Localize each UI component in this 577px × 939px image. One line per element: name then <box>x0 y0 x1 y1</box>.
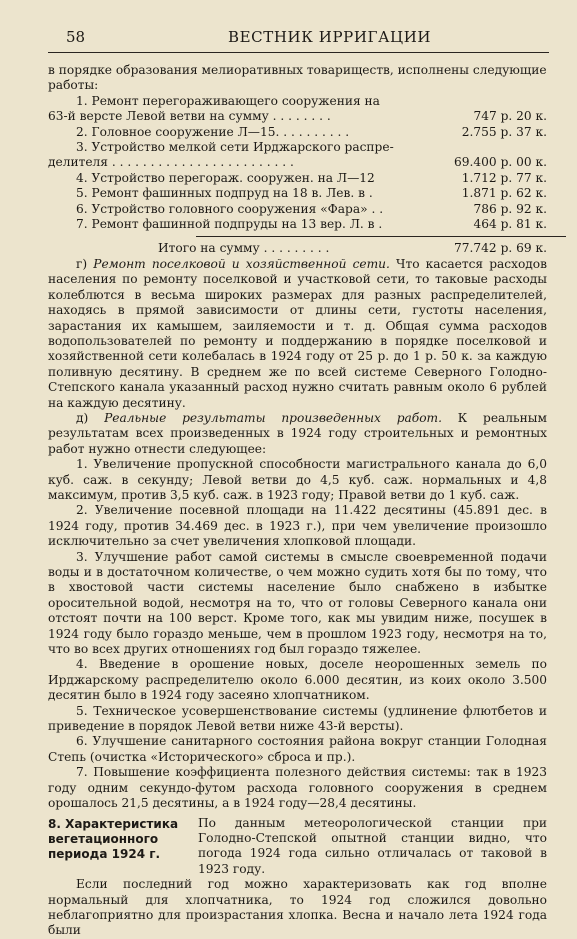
work-amount: 2.755 р. 37 к. <box>461 124 547 139</box>
work-row <box>48 109 547 124</box>
work-amount: 1.712 р. 77 к. <box>461 170 547 185</box>
section-g-text: Что касается расходов населения по ремонту поселковой и участковой сети, то таковые расходы колеблются в весьма широких размерах для разных распределителей, находясь в прямой зависимости от длины сети, густоты населения, зарастания их камышем, заиляемости и т. д. Общая сумма расходов водопользователей по ремонту и поддержанию в порядке поселковой и хозяйственной сети колебалась в 1924 году от 25 р. до 1 р. 50 к. за каждую поливную десятину. В среднем же по всей системе Северного Голодно-Степского канала указанный расход нужно считать равным около 6 рублей на каждую десятину. <box>48 256 548 410</box>
work-row <box>48 155 547 170</box>
page-header <box>66 28 547 48</box>
result-item: 3. Улучшение работ самой системы в смысле своевременной подачи воды и в достаточном количестве, о чем можно судить хотя бы по тому, что в хвостовой части системы население было снабжено в избытке оросительной водой, несмотря на то, что от головы Северного канала они отстоят почти на 100 верст. Кроме того, как мы увидим ниже, посушек в 1924 году было гораздо меньше, чем в прошлом 1923 году, несмотря на то, что во всех других отношениях год был гораздо тяжелее. <box>48 549 547 657</box>
work-amount: 464 р. 81 к. <box>473 217 547 232</box>
work-label: 63-й версте Левой ветви на сумму . . . . . . . . <box>48 109 331 124</box>
work-row <box>48 217 547 232</box>
work-row <box>48 186 547 201</box>
section-d-title: Реальные результаты произведенных работ. <box>104 410 442 425</box>
sum-rule <box>196 236 566 237</box>
intro-line: в порядке образования мелиоративных товариществ, исполнены следующие <box>48 63 547 77</box>
works-list <box>48 94 547 233</box>
work-row <box>48 125 547 140</box>
section-8-text <box>198 816 547 878</box>
work-row <box>48 171 547 186</box>
work-label: 5. Ремонт фашинных подпруд на 18 в. Лев. в . <box>76 186 373 201</box>
work-label: 6. Устройство головного сооружения «Фара» . . <box>76 201 384 216</box>
section-g-prefix: г) <box>76 256 94 271</box>
work-label: 7. Ремонт фашинной подпруды на 13 вер. Л. в . <box>76 217 383 232</box>
section-8-para-2: Если последний год можно характеризовать как год вполне нормальный для хлопчатника, то 1924 год сложился довольно неблагоприятно для произрастания хлопка. Весна и начало лета 1924 года были <box>48 877 547 938</box>
work-amount: 786 р. 92 к. <box>473 201 547 216</box>
work-line: 1. Ремонт перегораживающего сооружения на <box>76 93 380 108</box>
header-rule <box>48 52 549 53</box>
work-label: 2. Головное сооружение Л—15. . . . . . . . . . <box>76 124 350 139</box>
section-8 <box>48 816 547 878</box>
result-item: 1. Увеличение пропускной способности магистрального канала до 6,0 куб. саж. в секунду; Левой ветви до 4,5 куб. саж. нормальных и 4,8 максимум, против 3,5 куб. саж. в 1923 году; Правой ветви до 1 куб. саж. <box>48 457 547 502</box>
result-item: 7. Повышение коэффициента полезного действия системы: так в 1923 году одним секундо-футом расхода головного сооружения в среднем орошалось 21,5 десятины, а в 1924 году—28,4 десятины. <box>48 765 547 811</box>
section-d-prefix: д) <box>76 410 105 425</box>
result-item: 5. Техническое усовершенствование системы (удлинение флютбетов и приведение в порядок Левой ветви ниже 43-й версты). <box>48 703 547 734</box>
total-label: Итого на сумму . . . . . . . . . <box>158 241 330 256</box>
section-g <box>48 257 547 411</box>
section-8-heading: 8. Характеристика вегетационного периода 1924 г. <box>48 816 179 861</box>
total-row <box>48 241 547 256</box>
section-d-text: К реальным результатам всех произведенных в 1924 году строительных и ремонтных работ нужно отнести следующее: <box>48 410 547 456</box>
results-list <box>48 457 547 811</box>
work-row <box>48 202 547 217</box>
work-line: 3. Устройство мелкой сети Ирджарского распре- <box>76 140 394 155</box>
work-label: делителя . . . . . . . . . . . . . . . . . . . . . . . . <box>48 155 294 170</box>
section-8-para: По данным метеорологической станции при Голодно-Степской опытной станции видно, что погода 1924 года сильно отличалась от таковой в 1923 году. <box>198 815 547 876</box>
work-amount: 1.871 р. 62 к. <box>461 186 547 201</box>
running-title: ВЕСТНИК ИРРИГАЦИИ <box>228 28 432 46</box>
result-item: 2. Увеличение посевной площади на 11.422 десятины (45.891 дес. в 1924 году, против 34.469 дес. в 1923 г.), при чем увеличение произошло исключительно за счет увеличения хлопковой площади. <box>48 503 547 549</box>
article-body <box>48 63 547 939</box>
result-item: 6. Улучшение санитарного состояния района вокруг станции Голодная Степь (очистка «Исторического» сброса и пр.). <box>48 734 547 764</box>
work-label: 4. Устройство перегораж. сооружен. на Л—12 <box>76 170 375 185</box>
page-number: 58 <box>66 28 86 46</box>
intro-line: работы: <box>48 78 99 93</box>
work-amount: 747 р. 20 к. <box>473 109 547 124</box>
work-amount: 69.400 р. 00 к. <box>454 155 547 170</box>
result-item: 4. Введение в орошение новых, доселе неорошенных земель по Ирджарскому распределителю около 6.000 десятин, из коих около 3.500 десятин было в 1924 году засеяно хлопчатником. <box>48 657 547 703</box>
total-amount: 77.742 р. 69 к. <box>454 241 547 256</box>
section-g-title: Ремонт поселковой и хозяйственной сети. <box>93 256 390 271</box>
section-d <box>48 411 547 457</box>
